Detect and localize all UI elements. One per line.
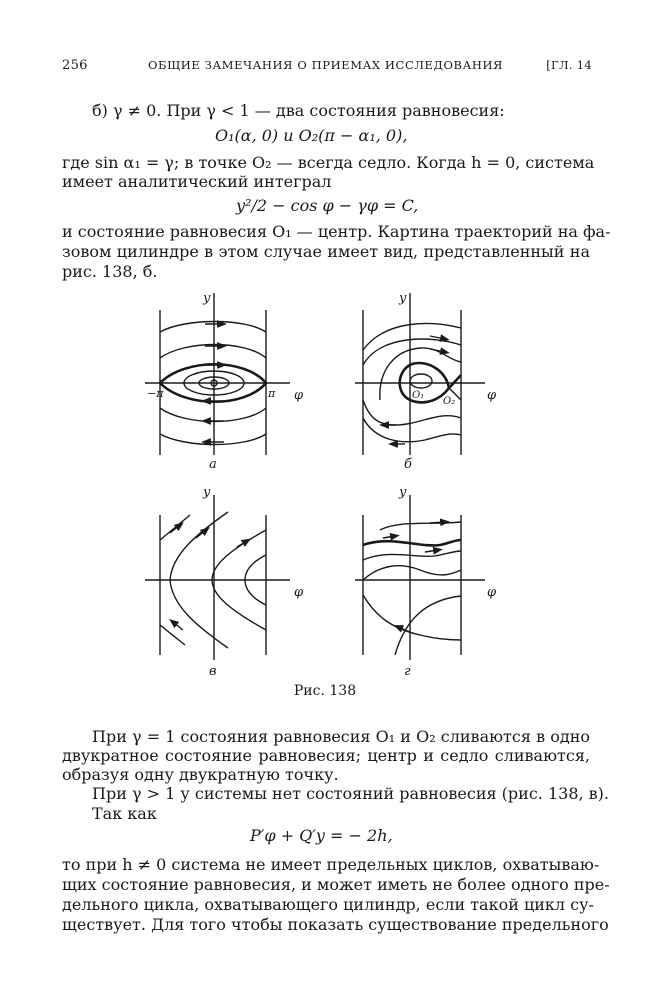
panel-g: [355, 495, 485, 660]
equation-equilibria: O₁(α, 0) и O₂(π − α₁, 0),: [215, 126, 408, 145]
direction-arrow: [430, 336, 445, 339]
text-line: двукратное состояние равновесия; центр и седло сливаются,: [62, 746, 590, 765]
direction-arrow: [383, 536, 395, 538]
panel-label-v: в: [209, 664, 217, 679]
panel-a: [145, 293, 290, 455]
text-line: При γ = 1 состояния равновесия O₁ и O₂ сливаются в одно: [92, 727, 590, 746]
trajectory: [395, 596, 461, 655]
panel-label-g: г: [404, 664, 411, 679]
text-line: то при h ≠ 0 система не имеет предельных циклов, охватываю-: [62, 855, 600, 874]
figure-caption: Рис. 138: [293, 683, 357, 699]
axis-phi-label: φ: [294, 585, 304, 600]
point-o2-label: O₂: [443, 396, 456, 407]
panel-label-b: б: [404, 457, 412, 472]
direction-arrow: [173, 622, 183, 630]
limit-cycle: [363, 540, 461, 545]
page-number: 256: [62, 58, 88, 73]
axis-y-label: y: [399, 291, 407, 306]
pi-mark: π: [268, 387, 276, 400]
direction-arrow: [170, 525, 180, 533]
closed-orbit: [410, 374, 432, 388]
equation-divergence: P′φ + Q′y = − 2h,: [250, 826, 393, 845]
trajectory: [363, 551, 461, 560]
text-line: Так как: [92, 804, 157, 823]
trajectory: [160, 408, 266, 422]
separatrix: [449, 375, 461, 388]
axis-y-label: y: [203, 291, 211, 306]
trajectory: [363, 339, 461, 365]
chapter-label: [ГЛ. 14: [546, 58, 592, 72]
trajectory: [363, 323, 461, 350]
axis-phi-label: φ: [487, 585, 497, 600]
trajectory: [160, 515, 190, 540]
direction-arrow: [196, 530, 206, 538]
text-line: дельного цикла, охватывающего цилиндр, если такой цикл су-: [62, 895, 594, 914]
text-line: образуя одну двукратную точку.: [62, 765, 339, 784]
trajectory: [160, 322, 266, 333]
trajectory: [363, 566, 461, 580]
equation-integral: y²/2 − cos φ − γφ = C,: [236, 196, 419, 215]
text-line: щих состояние равновесия, и может иметь не более одного пре-: [62, 875, 610, 894]
panel-b: [355, 293, 485, 455]
text-line: б) γ ≠ 0. При γ < 1 — два состояния равновесия:: [92, 101, 505, 120]
text-line: где sin α₁ = γ; в точке O₂ — всегда седло. Когда h = 0, система: [62, 153, 595, 172]
point-o1-label: O₁: [412, 390, 425, 401]
text-line: рис. 138, б.: [62, 262, 158, 281]
panel-v: [145, 495, 290, 660]
trajectory: [160, 434, 266, 445]
direction-arrow: [237, 541, 247, 547]
axis-phi-label: φ: [487, 388, 497, 403]
text-line: имеет аналитический интеграл: [62, 172, 332, 191]
panel-label-a: а: [209, 457, 217, 472]
direction-arrow: [430, 522, 445, 523]
trajectory: [363, 595, 461, 640]
minus-pi-mark: −π: [147, 387, 164, 400]
direction-arrow: [425, 550, 438, 552]
text-line: зовом цилиндре в этом случае имеет вид, представленный на: [62, 242, 590, 261]
text-line: ществует. Для того чтобы показать существование предельного: [62, 915, 609, 934]
running-title: ОБЩИЕ ЗАМЕЧАНИЯ О ПРИЕМАХ ИССЛЕДОВАНИЯ: [148, 58, 504, 72]
text-line: При γ > 1 у системы нет состояний равновесия (рис. 138, в).: [92, 784, 609, 803]
axis-phi-label: φ: [294, 388, 304, 403]
axis-y-label: y: [203, 485, 211, 500]
text-line: и состояние равновесия O₁ — центр. Картина траекторий на фа-: [62, 222, 611, 241]
axis-y-label: y: [399, 485, 407, 500]
trajectory: [380, 522, 461, 530]
